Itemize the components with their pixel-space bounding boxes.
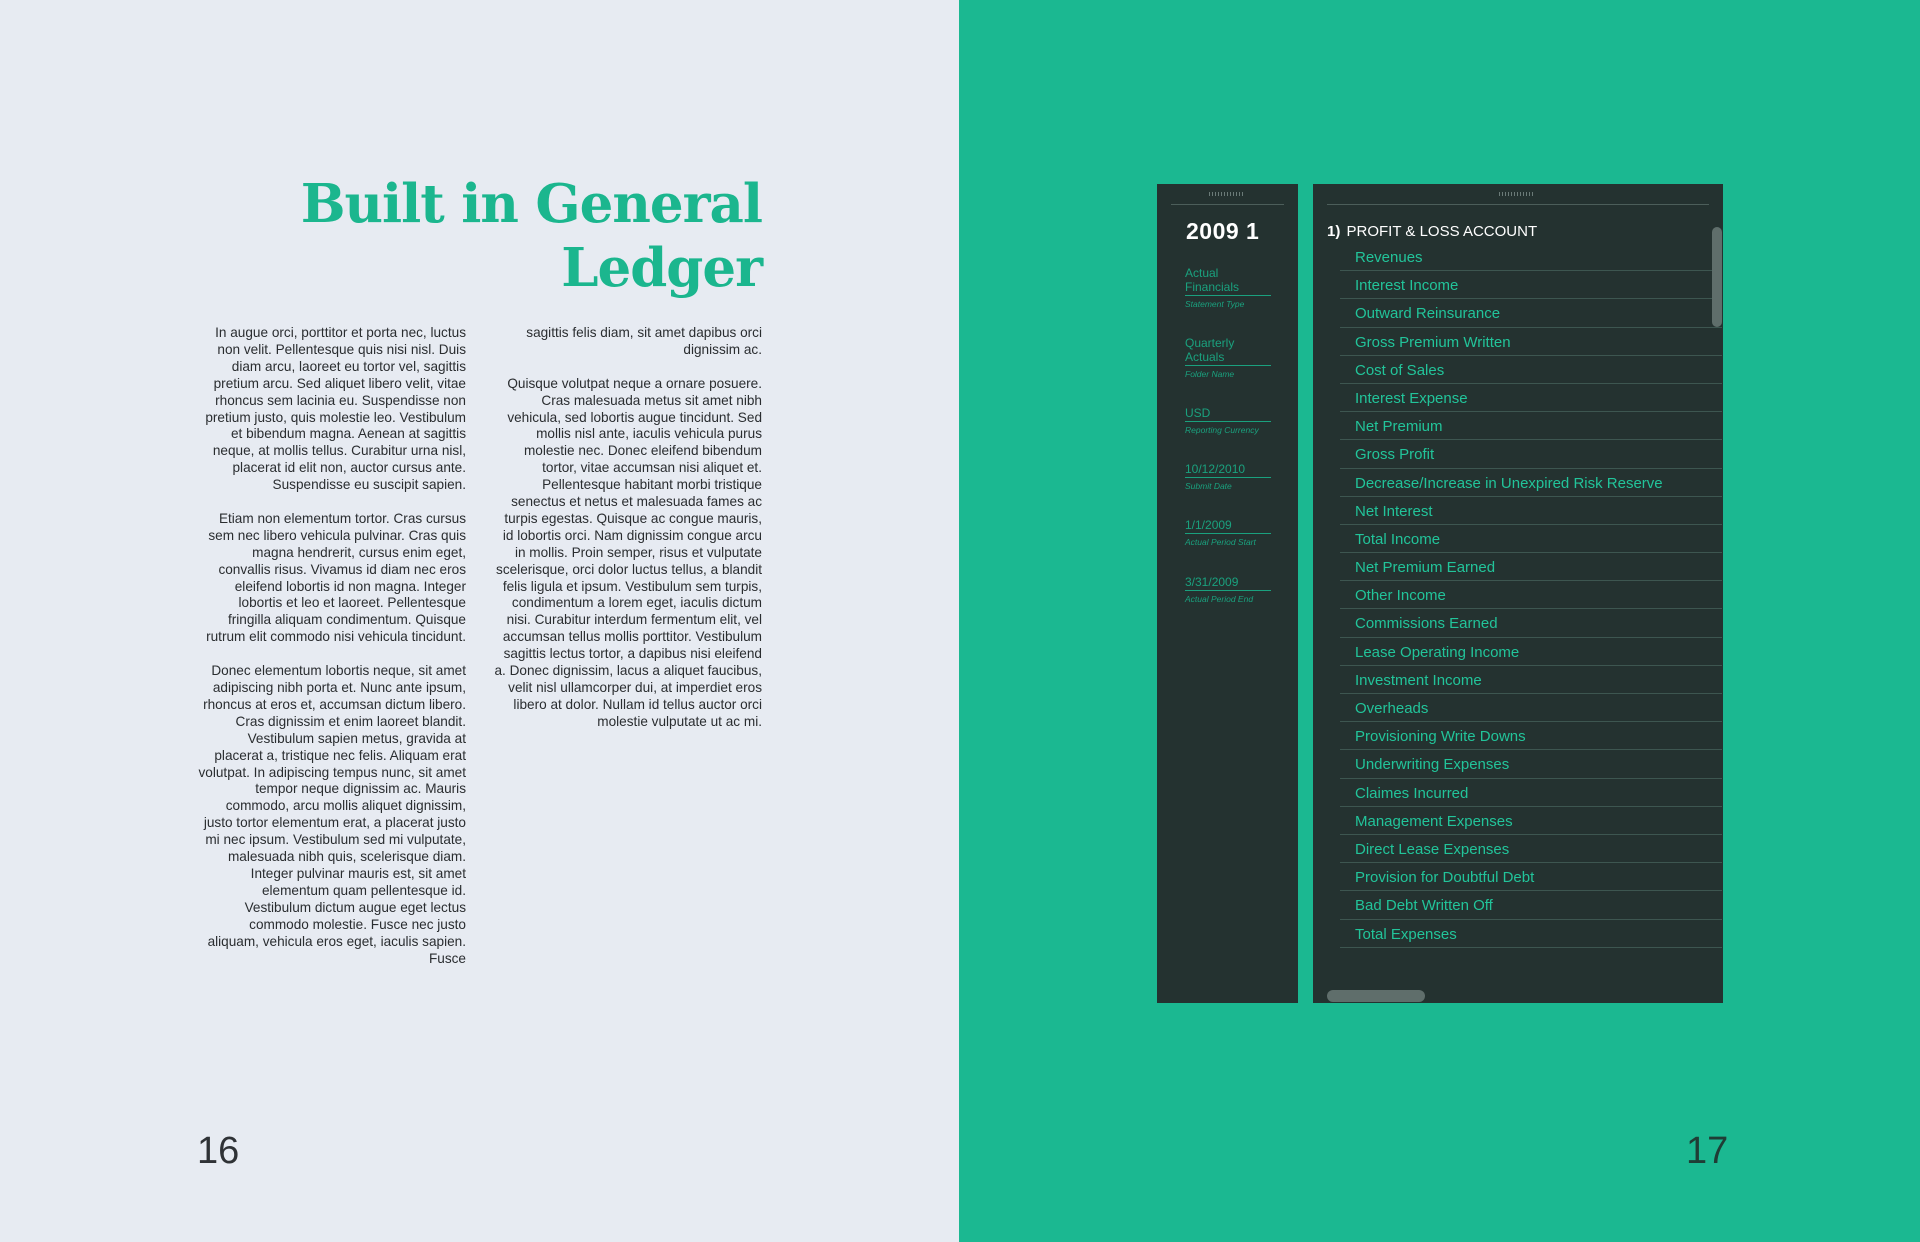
account-list-panel: [1313, 184, 1723, 1003]
account-item[interactable]: Provision for Doubtful Debt: [1340, 863, 1722, 891]
paragraph: Donec elementum lobortis neque, sit amet adipiscing nibh porta et. Nunc ante ipsum, rhoncus at eros et, accumsan dictum libero. Cras dignissim et enim laoreet blandit. Vestibulum sapien metus, gravida at placerat a, tristique nec felis. Aliquam erat volutpat. In adipiscing tempus nunc, sit amet tempor neque dignissim ac. Mauris commodo, arcu mollis aliquet dignissim, justo tortor elementum erat, a placerat justo mi nec ipsum. Vestibulum sed mi vulputate, malesuada nibh quis, scelerisque diam. Integer pulvinar mauris est, sit amet elementum quam pellentesque id. Vestibulum dictum augue eget lectus commodo molestie. Fusce nec justo aliquam, vehicula eros eget, iaculis sapien. Fusce: [198, 663, 466, 966]
meta-value: USD: [1185, 406, 1271, 422]
account-item[interactable]: Outward Reinsurance: [1340, 299, 1722, 327]
meta-label: Submit Date: [1185, 481, 1232, 491]
text-column-1: [198, 325, 466, 984]
account-item[interactable]: Direct Lease Expenses: [1340, 835, 1722, 863]
account-item[interactable]: Overheads: [1340, 694, 1722, 722]
account-item[interactable]: Decrease/Increase in Unexpired Risk Reserve: [1340, 469, 1722, 497]
drag-handle-icon[interactable]: [1209, 192, 1243, 196]
meta-field-submit-date[interactable]: [1185, 462, 1271, 491]
account-item[interactable]: Gross Profit: [1340, 440, 1722, 468]
page-title: [162, 172, 762, 300]
vertical-scrollbar[interactable]: [1712, 227, 1722, 327]
account-item[interactable]: Provisioning Write Downs: [1340, 722, 1722, 750]
paragraph: In augue orci, porttitor et porta nec, luctus non velit. Pellentesque quis nisi nisl. Duis diam arcu, laoreet eu tortor vel, sagittis pretium arcu. Sed aliquet libero velit, vitae rhoncus sem lacinia eu. Suspendisse non pretium justo, quis molestie leo. Vestibulum et bibendum magna. Aenean at sagittis neque, at mollis tellus. Curabitur urna nisl, placerat id elit non, auctor cursus ante. Suspendisse eu suscipit sapien.: [205, 325, 466, 493]
text-column-2: [494, 325, 762, 748]
account-item[interactable]: Management Expenses: [1340, 807, 1722, 835]
meta-label: Folder Name: [1185, 369, 1235, 379]
drag-handle-icon[interactable]: [1499, 192, 1533, 196]
section-title: PROFIT & LOSS ACCOUNT: [1346, 223, 1538, 240]
account-item[interactable]: Cost of Sales: [1340, 356, 1722, 384]
divider: [1171, 204, 1284, 205]
page-number-left: 16: [197, 1130, 240, 1172]
meta-label: Reporting Currency: [1185, 425, 1259, 435]
account-item[interactable]: Net Premium Earned: [1340, 553, 1722, 581]
account-item[interactable]: Interest Income: [1340, 271, 1722, 299]
section-heading[interactable]: [1327, 223, 1537, 240]
account-list: [1340, 243, 1722, 948]
account-item[interactable]: Claimes Incurred: [1340, 779, 1722, 807]
account-item[interactable]: Other Income: [1340, 581, 1722, 609]
account-item[interactable]: Investment Income: [1340, 666, 1722, 694]
paragraph: Etiam non elementum tortor. Cras cursus sem nec libero vehicula pulvinar. Cras quis magna hendrerit, cursus enim eget, convallis risus. Vivamus id diam nec eros eleifend lobortis id non magna. Integer lobortis et leo et laoreet. Pellentesque fringilla aliquam condimentum. Quisque rutrum elit commodo nisi vehicula tincidunt.: [206, 510, 466, 645]
paragraph: Quisque volutpat neque a ornare posuere. Cras malesuada metus sit amet nibh vehicula, sed lobortis augue tincidunt. Sed mollis nisl ante, iaculis vehicula purus molestie nec. Donec eleifend bibendum tortor, vitae accumsan nisi aliquet et. Pellentesque habitant morbi tristique senectus et netus et malesuada fames ac turpis egestas. Quisque ac congue mauris, id lobortis orci. Nam dignissim congue arcu in mollis. Proin semper, risus et vulputate scelerisque, orci dolor luctus tellus, a blandit felis ligula et ipsum. Vestibulum sem turpis, condimentum a lorem eget, iaculis dictum nisi. Curabitur interdum fermentum elit, vel accumsan tellus mollis porttitor. Vestibulum sagittis lectus tortor, a dapibus nisi eleifend a. Donec dignissim, lacus a aliquet faucibus, velit nisl ullamcorper dui, at imperdiet eros libero at dolor. Nullam id tellus auctor orci molestie vulputate ut ac mi.: [494, 375, 762, 729]
account-item[interactable]: Total Expenses: [1340, 920, 1722, 948]
left-page: [0, 0, 959, 1242]
meta-field-period-start[interactable]: [1185, 518, 1271, 547]
title-line-1: Built in General: [300, 173, 762, 235]
section-number: 1): [1327, 223, 1341, 240]
account-item[interactable]: Total Income: [1340, 525, 1722, 553]
meta-value: 3/31/2009: [1185, 575, 1271, 591]
horizontal-scrollbar[interactable]: [1327, 990, 1425, 1002]
period-title: 2009 1: [1186, 218, 1260, 244]
divider: [1327, 204, 1709, 205]
meta-label: Statement Type: [1185, 299, 1245, 309]
meta-field-folder-name[interactable]: [1185, 336, 1271, 379]
meta-value: Quarterly Actuals: [1185, 336, 1271, 366]
account-item[interactable]: Commissions Earned: [1340, 609, 1722, 637]
ledger-meta-panel: [1157, 184, 1298, 1003]
account-item[interactable]: Interest Expense: [1340, 384, 1722, 412]
account-item[interactable]: Lease Operating Income: [1340, 638, 1722, 666]
meta-label: Actual Period Start: [1185, 537, 1256, 547]
account-item[interactable]: Net Premium: [1340, 412, 1722, 440]
meta-value: 1/1/2009: [1185, 518, 1271, 534]
meta-value: 10/12/2010: [1185, 462, 1271, 478]
account-item[interactable]: Bad Debt Written Off: [1340, 891, 1722, 919]
account-item[interactable]: Gross Premium Written: [1340, 328, 1722, 356]
paragraph: sagittis felis diam, sit amet dapibus orci dignissim ac.: [526, 325, 762, 357]
meta-field-period-end[interactable]: [1185, 575, 1271, 604]
meta-field-statement-type[interactable]: [1185, 266, 1271, 309]
page-number-right: 17: [1686, 1130, 1729, 1172]
account-item[interactable]: Revenues: [1340, 243, 1722, 271]
meta-value: Actual Financials: [1185, 266, 1271, 296]
meta-field-reporting-currency[interactable]: [1185, 406, 1271, 435]
account-item[interactable]: Net Interest: [1340, 497, 1722, 525]
account-item[interactable]: Underwriting Expenses: [1340, 750, 1722, 778]
title-line-2: Ledger: [561, 237, 762, 299]
meta-label: Actual Period End: [1185, 594, 1254, 604]
